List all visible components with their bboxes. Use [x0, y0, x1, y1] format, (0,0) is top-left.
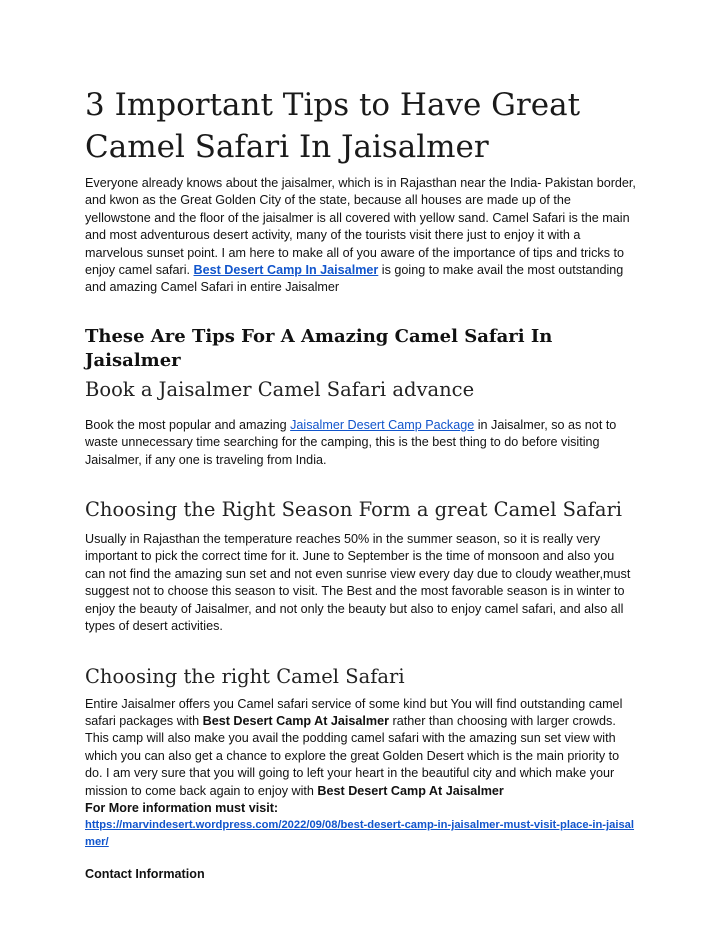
section-3-bold-1: Best Desert Camp At Jaisalmer	[202, 713, 390, 728]
more-info-url-paragraph	[85, 817, 637, 851]
section-3-paragraph	[85, 696, 637, 818]
page-title	[85, 84, 637, 168]
section-3-text-start: Entire Jaisalmer offers you Camel safari service of some kind but You will find outstanding camel safari packages with	[85, 696, 623, 728]
section-1-text-end: in Jaisalmer, so as not to waste unnecessary time searching for the camping, this is the best thing to do before visiting Jaisalmer, if any one is traveling from India.	[85, 417, 617, 467]
section-1-paragraph	[85, 417, 637, 469]
section-2-heading: Choosing the Right Season Form a great Camel Safari	[85, 498, 623, 522]
section-3-text-middle: rather than choosing with larger crowds. This camp will also make you avail the podding camel safari with the amazing sun set view with which you can also get a chance to explore the great Golden Desert which is the main priority to do. I am very sure that you will going to left your heart in the beautiful city and which make your mission to come back again to enjoy with	[85, 713, 620, 798]
title-line-1: 3 Important Tips to Have Great	[85, 87, 581, 123]
section-1-text-start: Book the most popular and amazing	[85, 417, 291, 432]
section-1-heading: Book a Jaisalmer Camel Safari advance	[85, 377, 475, 401]
contact-heading: Contact Information	[85, 867, 205, 882]
tips-heading: These Are Tips For A Amazing Camel Safari In Jaisalmer	[85, 325, 553, 371]
intro-paragraph	[85, 175, 637, 297]
title-line-2: Camel Safari In Jaisalmer	[85, 129, 489, 165]
document-page	[85, 84, 637, 881]
best-desert-camp-link[interactable]: Best Desert Camp In Jaisalmer	[193, 263, 379, 278]
section-3-heading: Choosing the right Camel Safari	[85, 664, 405, 688]
intro-text-start: Everyone already knows about the jaisalmer, which is in Rajasthan near the India- Pakistan border, and kwon as the Great Golden City of the state, because all houses are made up of the yellowstone and the floor of the jaisalmer is all covered with yellow sand. Camel Safari is the main and most adventurous desert activity, many of the tourists visit there just to enjoy it with a marvelous sunset point. I am here to make all of you aware of the importance of tips and tricks to enjoy camel safari.	[85, 176, 636, 278]
section-2-paragraph: Usually in Rajasthan the temperature reaches 50% in the summer season, so it is really very important to pick the correct time for it. June to September is the time of monsoon and also you can not find the amazing sun set and not even sunrise view every day due to cloudy weather,must suggest not to choose this season to visit. The Best and the most favorable season is in winter to enjoy the beauty of Jaisalmer, and not only the beauty but also to enjoy camel safari, and also all types of desert activities.	[85, 532, 631, 634]
more-info-label: For More information must visit:	[85, 800, 279, 815]
section-3-bold-2: Best Desert Camp At Jaisalmer	[317, 783, 504, 798]
intro-text-end: is going to make avail the most outstanding and amazing Camel Safari in entire Jaisalmer	[85, 263, 624, 295]
more-info-url-link[interactable]: https://marvindesert.wordpress.com/2022/09/08/best-desert-camp-in-jaisalmer-must-visit-place-in-jaisalmer/	[85, 819, 635, 849]
desert-camp-package-link[interactable]: Jaisalmer Desert Camp Package	[290, 417, 475, 432]
